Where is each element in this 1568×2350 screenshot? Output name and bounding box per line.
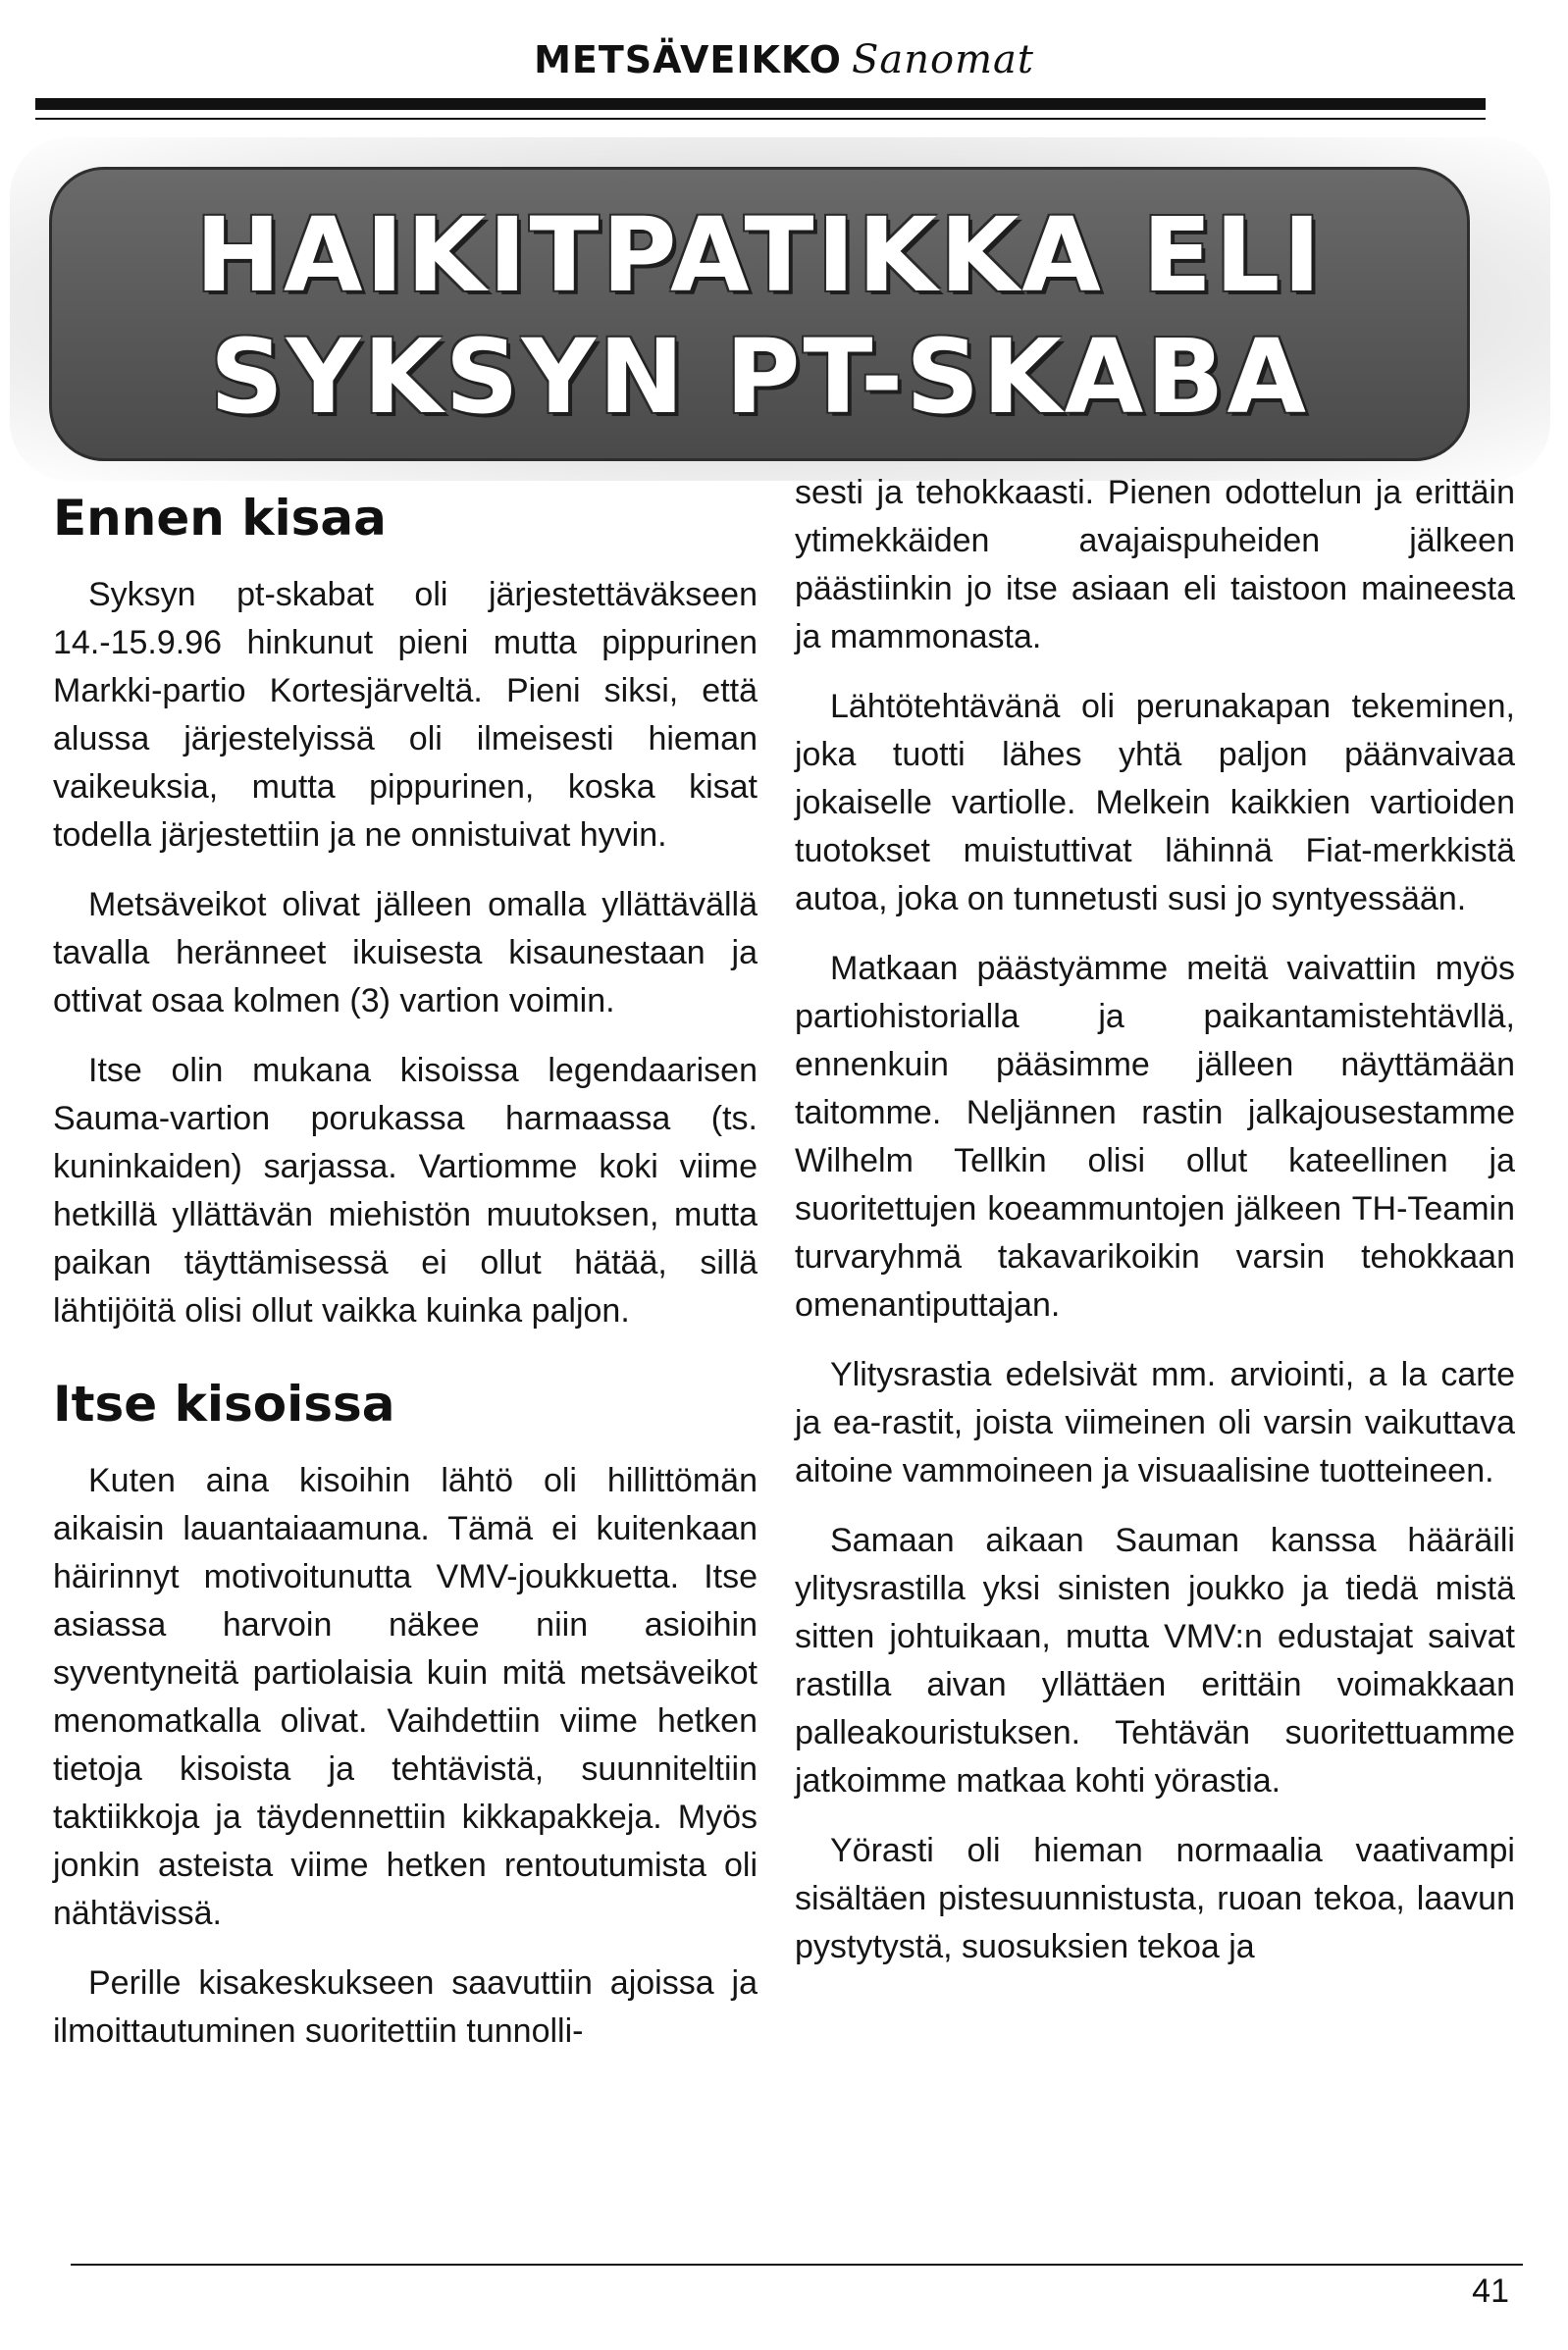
footer-rule [71, 2264, 1523, 2266]
page-number: 41 [1472, 2272, 1509, 2310]
paragraph: Perille kisakeskukseen saavuttiin ajoissa ja ilmoittautuminen suoritettiin tunnolli- [53, 1964, 758, 2050]
paragraph: Kuten aina kisoihin lähtö oli hillittömän aikaisin lauantaiaamuna. Tämä ei kuitenkaan häirinnyt motivoitunutta VMV-joukkuetta. Itse asiassa harvoin näkee niin asioihin syventyneitä partiolaisia kuin mitä metsäveikot menomatkalla olivat. Vaihdettiin viime hetken tietoja kisoista ja tehtävistä, suunniteltiin taktiikkoja ja täydennettiin kikkapakkeja. Myös jonkin asteista viime hetken rentoutumista oli nähtävissä. [53, 1462, 758, 1932]
section-heading-itse-kisoissa: Itse kisoissa [53, 1376, 395, 1433]
paragraph: Metsäveikot olivat jälleen omalla yllättävällä tavalla heränneet ikuisesta kisaunestaan ja ottivat osaa kolmen (3) vartion voimin. [53, 886, 758, 1019]
left-column [53, 469, 758, 2077]
magazine-subtitle: Sanomat [851, 37, 1034, 82]
paragraph: Itse olin mukana kisoissa legendaarisen Sauma-vartion porukassa harmaassa (ts. kuninkaiden) sarjassa. Vartiomme koki viime hetkillä yllättävän miehistön muutoksen, mutta paikan täyttämisessä ei ollut hätää, sillä lähtijöitä olisi ollut vaikka kuinka paljon. [53, 1052, 758, 1330]
paragraph: Syksyn pt-skabat oli järjestettäväkseen 14.-15.9.96 hinkunut pieni mutta pippurinen Markki-partio Kortesjärveltä. Pieni siksi, että alussa järjestelyissä oli ilmeisesti hieman vaikeuksia, mutta pippurinen, koska kisat todella järjestettiin ja ne onnistuivat hyvin. [53, 576, 758, 854]
header-rule-thin [35, 118, 1486, 120]
paragraph: Samaan aikaan Sauman kanssa hääräili ylitysrastilla yksi sinisten joukko ja tiedä mistä sitten johtuikaan, mutta VMV:n edustajat saivat rastilla aivan yllättäen erittäin voimakkaan palleakouristuksen. Tehtävän suoritettuamme jatkoimme matkaa kohti yörastia. [795, 1522, 1515, 1800]
section-heading-ennen-kisaa: Ennen kisaa [53, 490, 387, 547]
article-title-line1: HAIKITPATIKKA ELI [194, 195, 1325, 315]
paragraph: Matkaan päästyämme meitä vaivattiin myös partiohistorialla ja paikantamistehtävllä, ennenkuin pääsimme jälleen näyttämään taitomme. Neljännen rastin jalkajousestamme Wilhelm Tellkin olisi ollut kateellinen ja suoritettujen koeammuntojen jälkeen TH-Teamin turvaryhmä takavarikoikin varsin tehokkaan omenantiputtajan. [795, 950, 1515, 1324]
paragraph: Lähtötehtävänä oli perunakapan tekeminen, joka tuotti lähes yhtä paljon päänvaivaa jokaiselle vartiolle. Melkein kaikkien vartioiden tuotokset muistuttivat lähinnä Fiat-merkkistä autoa, joka on tunnetusti susi jo syntyessään. [795, 688, 1515, 917]
header-rule-thick [35, 98, 1486, 110]
paragraph: sesti ja tehokkaasti. Pienen odottelun ja erittäin ytimekkäiden avajaispuheiden jälkeen päästiinkin jo itse asiaan eli taistoon maineesta ja mammonasta. [795, 474, 1515, 655]
magazine-name: METSÄVEIKKO [534, 38, 842, 81]
paragraph: Ylitysrastia edelsivät mm. arviointi, a la carte ja ea-rastit, joista viimeinen oli varsin vaikuttava aitoine vammoineen ja visuaalisine tuotteineen. [795, 1356, 1515, 1489]
right-column [795, 469, 1515, 1993]
masthead [0, 37, 1568, 82]
article-title [49, 194, 1470, 438]
paragraph: Yörasti oli hieman normaalia vaativampi sisältäen pistesuunnistusta, ruoan tekoa, laavun pystytystä, suosuksien tekoa ja [795, 1832, 1515, 1965]
article-title-line2: SYKSYN PT-SKABA [209, 317, 1310, 437]
